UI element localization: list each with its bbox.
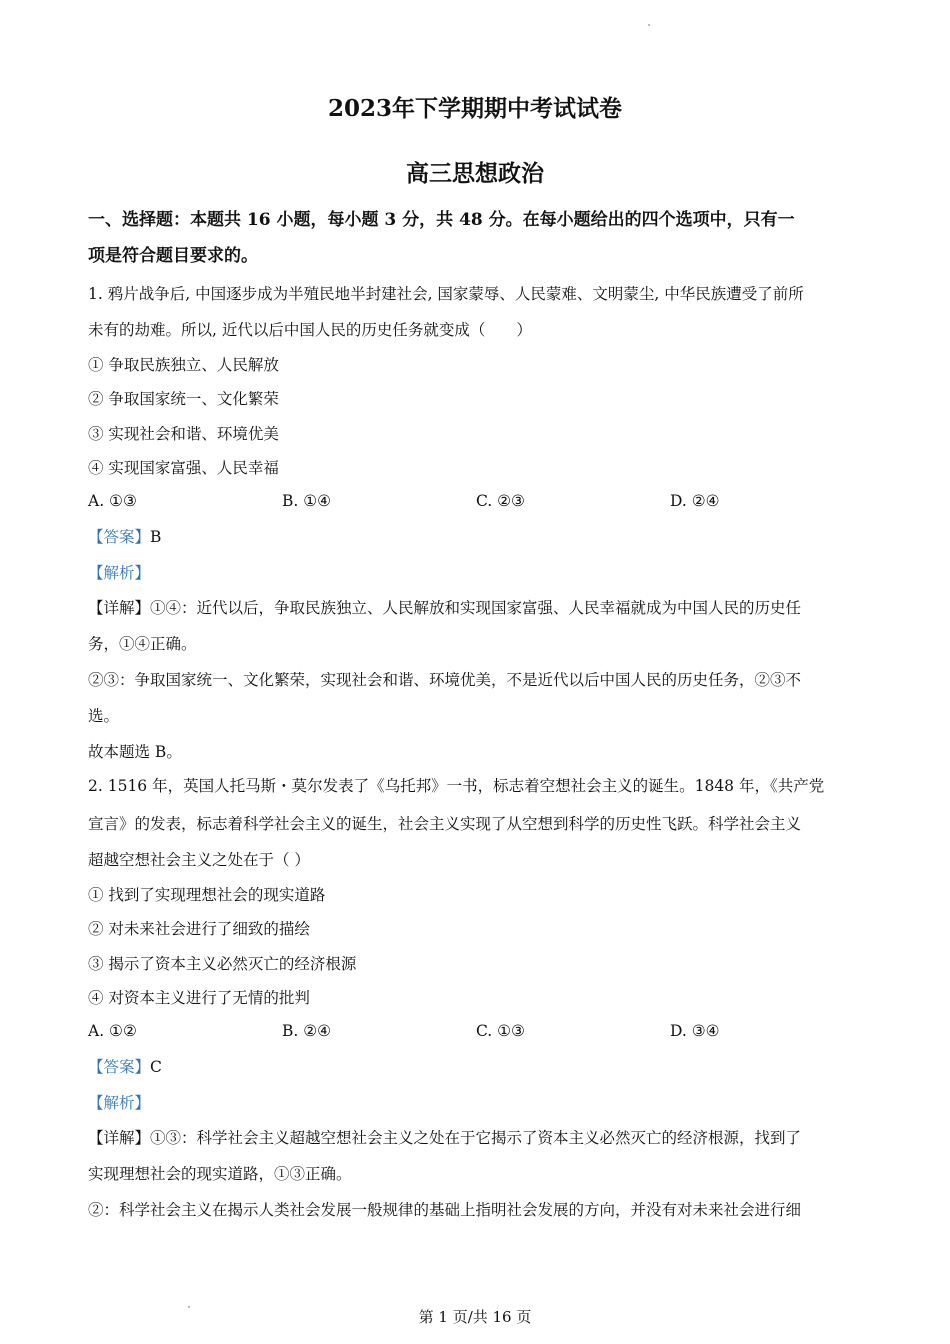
q2-stem-line-3: 超越空想社会主义之处在于（ ）: [88, 851, 310, 869]
q2-option-d: D. ③④: [670, 1022, 720, 1040]
exam-title: 2023年下学期期中考试试卷: [327, 95, 622, 122]
q2-item-4: ④ 对资本主义进行了无情的批判: [88, 989, 310, 1007]
exam-subject: 高三思想政治: [406, 160, 544, 187]
q1-options: [88, 492, 868, 514]
section-heading-line-2: 项是符合题目要求的。: [88, 246, 258, 266]
section-heading-line-1: 一、选择题：本题共 16 小题，每小题 3 分，共 48 分。在每小题给出的四个选项中，只有一: [88, 210, 795, 230]
detail-tag: 【详解】: [88, 1129, 151, 1147]
q1-detail-line-3: ②③：争取国家统一、文化繁荣，实现社会和谐、环境优美，不是近代以后中国人民的历史任务，②③不: [88, 671, 802, 689]
q2-option-c: C. ①③: [476, 1022, 525, 1040]
q1-stem-line-1: 1. 鸦片战争后, 中国逐步成为半殖民地半封建社会, 国家蒙辱、人民蒙难、文明蒙尘, 中华民族遭受了前所: [88, 285, 804, 303]
scan-speck: [648, 24, 650, 26]
q2-options: [88, 1022, 868, 1044]
q2-item-3: ③ 揭示了资本主义必然灭亡的经济根源: [88, 955, 357, 973]
detail-tag: 【详解】: [88, 599, 151, 617]
q2-option-a: A. ①②: [88, 1022, 137, 1040]
answer-tag: 【答案】: [88, 528, 151, 546]
q1-answer: [88, 527, 868, 547]
q1-option-a: A. ①③: [88, 492, 137, 510]
q1-detail-line-4: 选。: [88, 707, 120, 725]
q1-item-1: ① 争取民族独立、人民解放: [88, 356, 279, 374]
q1-stem-line-2: 未有的劫难。所以, 近代以后中国人民的历史任务就变成（ ）: [88, 321, 532, 339]
answer-tag: 【答案】: [88, 1058, 151, 1076]
answer-value: C: [150, 1058, 162, 1076]
q1-item-4: ④ 实现国家富强、人民幸福: [88, 459, 279, 477]
q1-item-3: ③ 实现社会和谐、环境优美: [88, 425, 279, 443]
q1-detail-line-2: 务，①④正确。: [88, 635, 197, 653]
q2-stem-line-1: 2. 1516 年，英国人托马斯・莫尔发表了《乌托邦》一书，标志着空想社会主义的诞生。1848 年，《共产党: [88, 777, 825, 795]
q2-option-b: B. ②④: [282, 1022, 332, 1040]
analysis-tag: 【解析】: [88, 564, 151, 582]
q1-item-2: ② 争取国家统一、文化繁荣: [88, 390, 279, 408]
q1-option-c: C. ②③: [476, 492, 525, 510]
q2-item-1: ① 找到了实现理想社会的现实道路: [88, 886, 326, 904]
q2-detail-line-1: [88, 1128, 868, 1148]
q1-detail-line-1: [88, 598, 868, 618]
q2-item-2: ② 对未来社会进行了细致的描绘: [88, 920, 310, 938]
q1-conclusion: 故本题选 B。: [88, 743, 182, 761]
detail-text: ①③：科学社会主义超越空想社会主义之处在于它揭示了资本主义必然灭亡的经济根源，找到了: [150, 1129, 802, 1147]
q2-analysis: [88, 1093, 868, 1113]
q2-stem-line-2: 宣言》的发表，标志着科学社会主义的诞生，社会主义实现了从空想到科学的历史性飞跃。科学社会主义: [88, 815, 802, 833]
q2-detail-line-2: 实现理想社会的现实道路，①③正确。: [88, 1165, 352, 1183]
detail-text: ①④：近代以后，争取民族独立、人民解放和实现国家富强、人民幸福就成为中国人民的历史任: [150, 599, 802, 617]
q2-detail-line-3: ②：科学社会主义在揭示人类社会发展一般规律的基础上指明社会发展的方向，并没有对未来社会进行细: [88, 1201, 802, 1219]
q1-analysis: [88, 563, 868, 583]
page-number: 第 1 页/共 16 页: [418, 1308, 532, 1326]
analysis-tag: 【解析】: [88, 1094, 151, 1112]
q1-option-b: B. ①④: [282, 492, 332, 510]
answer-value: B: [150, 528, 162, 546]
q1-option-d: D. ②④: [670, 492, 720, 510]
q2-answer: [88, 1057, 868, 1077]
